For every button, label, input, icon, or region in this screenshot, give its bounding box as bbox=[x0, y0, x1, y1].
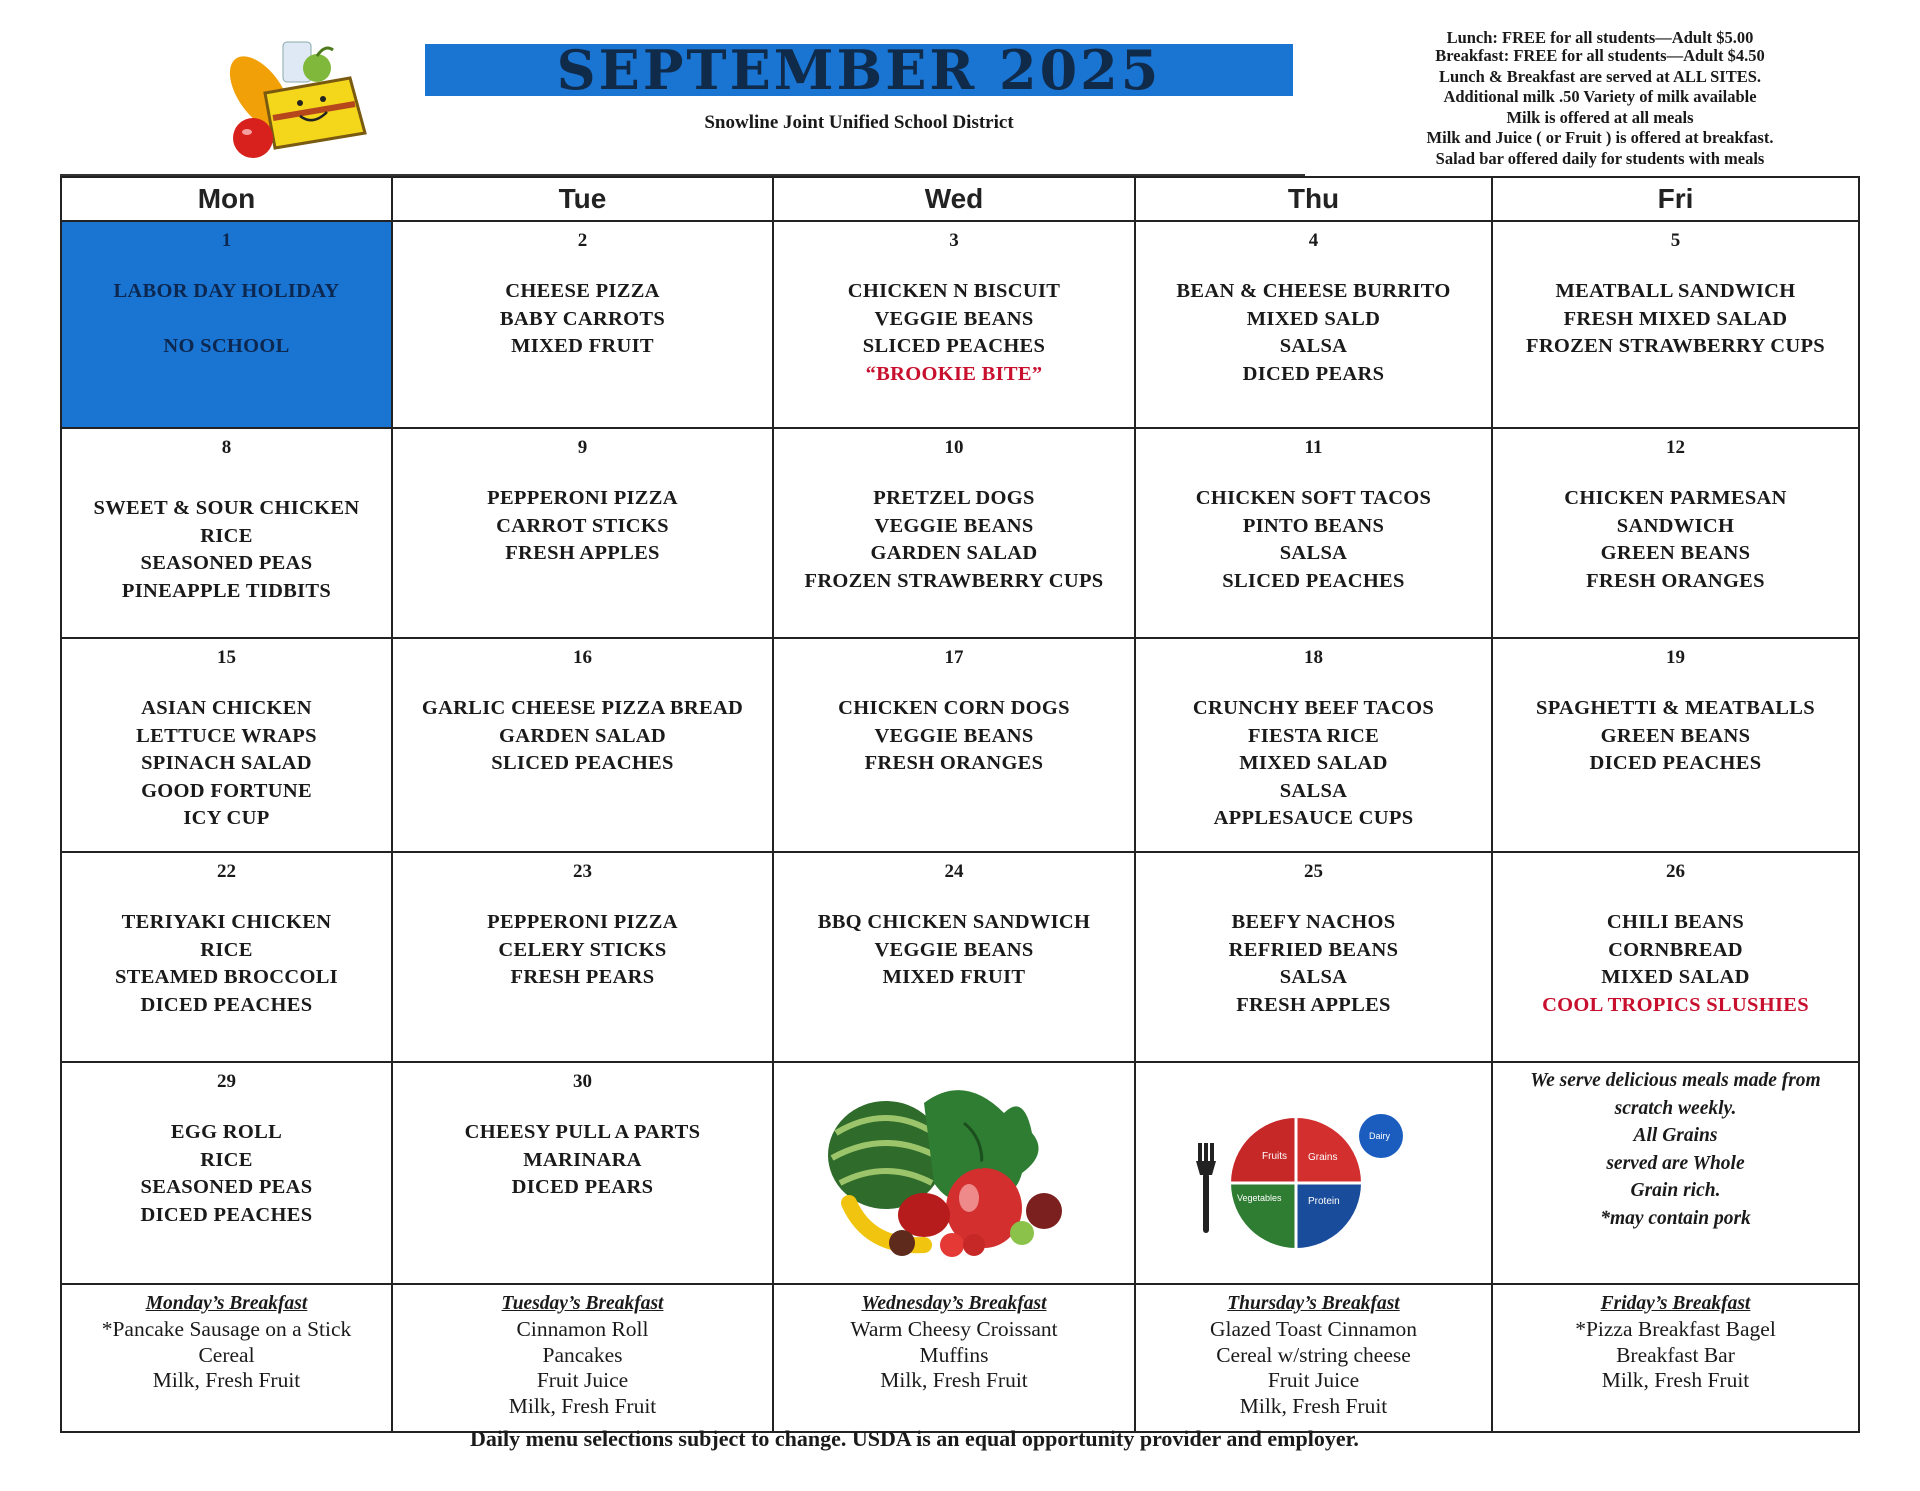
fruits-vegetables-illustration bbox=[774, 1063, 1136, 1285]
day-cell bbox=[1136, 853, 1493, 1063]
menu-item: PINEAPPLE TIDBITS bbox=[121, 579, 332, 602]
date-number: 15 bbox=[217, 647, 236, 668]
menu-item: DICED PEARS bbox=[511, 1176, 654, 1198]
date-number: 3 bbox=[949, 230, 959, 251]
menu-item: BEEFY NACHOS bbox=[1231, 911, 1396, 933]
menu-item: VEGGIE BEANS bbox=[874, 724, 1034, 747]
menu-items bbox=[393, 695, 772, 778]
meal-note: Milk and Juice ( or Fruit ) is offered at breakfast. bbox=[1426, 128, 1774, 147]
breakfast-item: Milk, Fresh Fruit bbox=[152, 1368, 301, 1392]
day-cell bbox=[1493, 222, 1858, 429]
menu-item: FRESH ORANGES bbox=[1586, 569, 1765, 592]
menu-items bbox=[393, 1119, 772, 1202]
menu-item: DICED PEARS bbox=[1242, 362, 1385, 385]
menu-item: SALSA bbox=[1279, 779, 1348, 802]
menu-items bbox=[1493, 695, 1858, 778]
menu-item: CRUNCHY BEEF TACOS bbox=[1192, 697, 1435, 719]
menu-item: CHICKEN PARMESAN bbox=[1564, 487, 1787, 509]
menu-items bbox=[1136, 695, 1491, 833]
menu-item: CHICKEN N BISCUIT bbox=[847, 280, 1061, 302]
day-cell bbox=[62, 1063, 393, 1285]
meal-note: Milk is offered at all meals bbox=[1506, 107, 1694, 127]
menu-item: SPINACH SALAD bbox=[141, 752, 312, 774]
date-number: 22 bbox=[217, 861, 236, 882]
menu-item: SANDWICH bbox=[1616, 514, 1735, 537]
menu-item: SWEET & SOUR CHICKEN bbox=[93, 497, 360, 519]
breakfast-cell-mon bbox=[62, 1285, 393, 1431]
menu-item: GARDEN SALAD bbox=[870, 542, 1038, 564]
menu-item: FIESTA RICE bbox=[1247, 724, 1380, 747]
food-mascot-logo bbox=[205, 38, 395, 163]
menu-item: RICE bbox=[200, 524, 253, 547]
day-header-mon: Mon bbox=[62, 178, 393, 222]
day-cell bbox=[62, 429, 393, 639]
menu-item: EGG ROLL bbox=[170, 1121, 283, 1143]
menu-items bbox=[1136, 909, 1491, 1019]
plate-label-dairy: Dairy bbox=[1369, 1131, 1391, 1141]
menu-item: LETTUCE WRAPS bbox=[136, 724, 317, 747]
plate-label-protein: Protein bbox=[1308, 1196, 1340, 1207]
breakfast-item: *Pancake Sausage on a Stick bbox=[101, 1317, 352, 1341]
info-cell bbox=[1493, 1063, 1858, 1285]
menu-item: PEPPERONI PIZZA bbox=[487, 487, 678, 509]
breakfast-cell-fri bbox=[1493, 1285, 1858, 1431]
breakfast-cell-tue bbox=[393, 1285, 774, 1431]
date-number: 25 bbox=[1304, 861, 1323, 882]
menu-items bbox=[393, 278, 772, 361]
menu-item: CARROT STICKS bbox=[496, 514, 669, 537]
menu-item: PINTO BEANS bbox=[1242, 514, 1385, 537]
breakfast-item: Muffins bbox=[919, 1342, 989, 1367]
date-number: 29 bbox=[217, 1071, 236, 1092]
menu-items bbox=[393, 485, 772, 568]
plate-label-vegetables: Vegetables bbox=[1237, 1193, 1282, 1203]
menu-item: NO SCHOOL bbox=[163, 334, 290, 357]
breakfast-item: Milk, Fresh Fruit bbox=[1239, 1393, 1388, 1418]
menu-item: FRESH MIXED SALAD bbox=[1563, 307, 1788, 330]
menu-items bbox=[774, 278, 1134, 388]
myplate-graphic bbox=[1136, 1063, 1493, 1285]
menu-item: BBQ CHICKEN SANDWICH bbox=[817, 911, 1091, 933]
menu-item: DICED PEACHES bbox=[140, 1203, 313, 1226]
day-cell bbox=[774, 222, 1136, 429]
menu-items bbox=[62, 1119, 391, 1229]
breakfast-item: Breakfast Bar bbox=[1616, 1342, 1735, 1367]
menu-item: MIXED SALAD bbox=[1601, 966, 1750, 988]
menu-item: SPAGHETTI & MEATBALLS bbox=[1536, 697, 1815, 719]
menu-item: BEAN & CHEESE BURRITO bbox=[1176, 280, 1451, 302]
breakfast-items bbox=[1136, 1317, 1491, 1419]
info-line: served are Whole bbox=[1606, 1152, 1745, 1174]
breakfast-item: Warm Cheesy Croissant bbox=[850, 1317, 1058, 1341]
day-header-fri: Fri bbox=[1493, 178, 1858, 222]
day-header-thu: Thu bbox=[1136, 178, 1493, 222]
produce-illustration-cell bbox=[774, 1063, 1136, 1285]
menu-item: SALSA bbox=[1279, 335, 1348, 357]
day-cell bbox=[62, 853, 393, 1063]
day-cell bbox=[62, 639, 393, 853]
date-number: 23 bbox=[573, 861, 592, 882]
breakfast-item: Fruit Juice bbox=[1267, 1368, 1360, 1392]
myplate-cell bbox=[1136, 1063, 1493, 1285]
menu-items bbox=[1136, 485, 1491, 595]
menu-item: ICY CUP bbox=[183, 807, 270, 829]
menu-item: MIXED FRUIT bbox=[511, 335, 654, 357]
menu-item: SEASONED PEAS bbox=[140, 1176, 313, 1198]
menu-item: CELERY STICKS bbox=[498, 938, 667, 961]
menu-item: CHILI BEANS bbox=[1606, 911, 1745, 933]
breakfast-items bbox=[774, 1317, 1134, 1394]
date-number: 2 bbox=[577, 230, 588, 251]
breakfast-items bbox=[1493, 1317, 1858, 1394]
breakfast-title: Thursday’s Breakfast bbox=[1227, 1293, 1400, 1314]
meal-note: Lunch: FREE for all students—Adult $5.00 bbox=[1446, 28, 1754, 47]
date-number: 4 bbox=[1308, 230, 1319, 251]
breakfast-title: Tuesday’s Breakfast bbox=[501, 1293, 664, 1314]
date-number: 5 bbox=[1670, 230, 1681, 251]
menu-items bbox=[62, 278, 391, 360]
menu-item: REFRIED BEANS bbox=[1228, 938, 1399, 961]
menu-item: PEPPERONI PIZZA bbox=[487, 911, 678, 933]
district-name: Snowline Joint Unified School District bbox=[704, 112, 1014, 133]
fork-icon bbox=[1196, 1143, 1216, 1233]
menu-item: SLICED PEACHES bbox=[491, 752, 674, 774]
menu-item: FRESH APPLES bbox=[505, 542, 660, 564]
day-cell bbox=[1493, 639, 1858, 853]
meal-note: Lunch & Breakfast are served at ALL SITES. bbox=[1438, 66, 1762, 86]
date-number: 10 bbox=[944, 437, 964, 458]
menu-item: BABY CARROTS bbox=[499, 307, 666, 330]
menu-item: SALSA bbox=[1279, 966, 1348, 988]
menu-item: APPLESAUCE CUPS bbox=[1213, 807, 1414, 829]
menu-items bbox=[774, 909, 1134, 992]
breakfast-item: Cereal bbox=[198, 1342, 255, 1367]
meal-note: Salad bar offered daily for students with meals bbox=[1435, 148, 1765, 168]
breakfast-title: Friday’s Breakfast bbox=[1600, 1293, 1751, 1314]
meal-info-notes bbox=[1380, 28, 1820, 174]
date-number: 9 bbox=[577, 437, 588, 458]
menu-item: CORNBREAD bbox=[1608, 938, 1743, 961]
menu-item: MIXED SALAD bbox=[1239, 752, 1388, 774]
day-cell bbox=[393, 639, 774, 853]
breakfast-cell-wed bbox=[774, 1285, 1136, 1431]
breakfast-items bbox=[62, 1317, 391, 1394]
title-banner bbox=[425, 38, 1293, 102]
menu-items bbox=[1493, 278, 1858, 361]
menu-items bbox=[62, 495, 391, 605]
date-number: 30 bbox=[573, 1071, 592, 1092]
plate-label-grains: Grains bbox=[1308, 1152, 1338, 1163]
menu-item: SEASONED PEAS bbox=[140, 552, 313, 574]
day-cell bbox=[774, 429, 1136, 639]
menu-items bbox=[62, 695, 391, 833]
page-title: SEPTEMBER 2025 bbox=[556, 38, 1162, 102]
breakfast-item: Cereal w/string cheese bbox=[1216, 1342, 1411, 1367]
menu-item: CHEESY PULL A PARTS bbox=[464, 1121, 701, 1143]
meal-note: Additional milk .50 Variety of milk available bbox=[1443, 87, 1757, 106]
footer-text: Daily menu selections subject to change. USDA is an equal opportunity provider and employer. bbox=[470, 1426, 1359, 1451]
day-cell bbox=[774, 853, 1136, 1063]
menu-item: FRESH ORANGES bbox=[864, 752, 1044, 774]
menu-item: DICED PEACHES bbox=[1589, 752, 1762, 774]
menu-item: GOOD FORTUNE bbox=[141, 779, 312, 802]
info-line: Grain rich. bbox=[1630, 1180, 1721, 1201]
menu-item: RICE bbox=[200, 1148, 253, 1171]
menu-calendar bbox=[60, 176, 1860, 1433]
day-cell bbox=[774, 639, 1136, 853]
menu-items bbox=[393, 909, 772, 992]
menu-item-special: COOL TROPICS SLUSHIES bbox=[1542, 993, 1809, 1016]
menu-item: FRESH APPLES bbox=[1236, 993, 1391, 1016]
date-number: 16 bbox=[573, 647, 592, 668]
info-line: We serve delicious meals made from bbox=[1530, 1070, 1821, 1091]
breakfast-item: Milk, Fresh Fruit bbox=[1601, 1368, 1750, 1392]
day-header-tue: Tue bbox=[393, 178, 774, 222]
menu-item: STEAMED BROCCOLI bbox=[115, 966, 338, 988]
menu-item: FRESH PEARS bbox=[510, 966, 655, 988]
day-cell bbox=[1136, 639, 1493, 853]
menu-item: MARINARA bbox=[523, 1148, 642, 1171]
date-number: 26 bbox=[1666, 861, 1685, 882]
day-cell bbox=[393, 853, 774, 1063]
date-number: 24 bbox=[944, 861, 964, 882]
date-number: 1 bbox=[221, 230, 232, 251]
day-header-wed: Wed bbox=[774, 178, 1136, 222]
date-number: 17 bbox=[944, 647, 964, 668]
breakfast-item: Milk, Fresh Fruit bbox=[508, 1393, 657, 1418]
meal-note: Breakfast: FREE for all students—Adult $4.50 bbox=[1435, 46, 1765, 65]
breakfast-item: Pancakes bbox=[542, 1342, 623, 1367]
menu-item: MIXED FRUIT bbox=[882, 966, 1026, 988]
menu-item: DICED PEACHES bbox=[140, 993, 313, 1016]
day-cell bbox=[393, 1063, 774, 1285]
breakfast-items bbox=[393, 1317, 772, 1419]
breakfast-cell-thu bbox=[1136, 1285, 1493, 1431]
menu-item: FROZEN STRAWBERRY CUPS bbox=[804, 569, 1104, 592]
menu-item: SALSA bbox=[1279, 542, 1348, 564]
menu-item: GARDEN SALAD bbox=[498, 724, 667, 747]
date-number: 12 bbox=[1666, 437, 1685, 458]
menu-item: PRETZEL DOGS bbox=[873, 487, 1035, 509]
date-number: 18 bbox=[1304, 647, 1323, 668]
menu-items bbox=[774, 695, 1134, 778]
menu-item: MIXED SALD bbox=[1246, 307, 1381, 330]
plate-label-fruits: Fruits bbox=[1262, 1151, 1287, 1162]
menu-item: CHICKEN SOFT TACOS bbox=[1195, 487, 1432, 509]
menu-items bbox=[1493, 909, 1858, 1019]
menu-item: LABOR DAY HOLIDAY bbox=[113, 280, 340, 302]
breakfast-item: Cinnamon Roll bbox=[516, 1317, 649, 1341]
menu-item: VEGGIE BEANS bbox=[874, 307, 1034, 330]
breakfast-title: Monday’s Breakfast bbox=[145, 1293, 308, 1314]
info-line: *may contain pork bbox=[1600, 1207, 1751, 1229]
breakfast-item: Milk, Fresh Fruit bbox=[880, 1368, 1028, 1392]
menu-item: VEGGIE BEANS bbox=[874, 514, 1034, 537]
date-number: 11 bbox=[1304, 437, 1323, 458]
day-cell bbox=[1136, 222, 1493, 429]
info-line: All Grains bbox=[1633, 1125, 1718, 1146]
menu-item: VEGGIE BEANS bbox=[874, 938, 1034, 961]
menu-item: CHEESE PIZZA bbox=[505, 280, 660, 302]
menu-item: CHICKEN CORN DOGS bbox=[838, 697, 1070, 719]
footer-disclaimer bbox=[470, 1426, 1450, 1452]
menu-item: ASIAN CHICKEN bbox=[141, 697, 312, 719]
menu-item: RICE bbox=[200, 938, 253, 961]
menu-item-special: “BROOKIE BITE” bbox=[865, 362, 1043, 385]
menu-item: GARLIC CHEESE PIZZA BREAD bbox=[421, 697, 744, 719]
breakfast-title: Wednesday’s Breakfast bbox=[861, 1293, 1047, 1314]
day-cell bbox=[1493, 853, 1858, 1063]
menu-items bbox=[774, 485, 1134, 595]
menu-item: SLICED PEACHES bbox=[862, 335, 1046, 357]
breakfast-item: Fruit Juice bbox=[536, 1368, 629, 1392]
day-cell bbox=[393, 222, 774, 429]
day-cell bbox=[1493, 429, 1858, 639]
menu-item: FROZEN STRAWBERRY CUPS bbox=[1526, 335, 1825, 357]
info-text bbox=[1493, 1067, 1858, 1232]
menu-item: GREEN BEANS bbox=[1600, 724, 1751, 747]
menu-item: SLICED PEACHES bbox=[1222, 569, 1405, 592]
date-number: 8 bbox=[221, 437, 232, 458]
breakfast-item: *Pizza Breakfast Bagel bbox=[1575, 1317, 1776, 1341]
info-line: scratch weekly. bbox=[1614, 1097, 1737, 1119]
menu-item: MEATBALL SANDWICH bbox=[1555, 280, 1796, 302]
menu-items bbox=[1493, 485, 1858, 595]
menu-item: TERIYAKI CHICKEN bbox=[121, 911, 332, 933]
breakfast-item: Glazed Toast Cinnamon bbox=[1209, 1317, 1418, 1341]
day-cell bbox=[393, 429, 774, 639]
menu-item: GREEN BEANS bbox=[1600, 542, 1751, 564]
menu-items bbox=[62, 909, 391, 1019]
day-cell-holiday bbox=[62, 222, 393, 429]
day-cell bbox=[1136, 429, 1493, 639]
menu-items bbox=[1136, 278, 1491, 388]
date-number: 19 bbox=[1666, 647, 1685, 668]
